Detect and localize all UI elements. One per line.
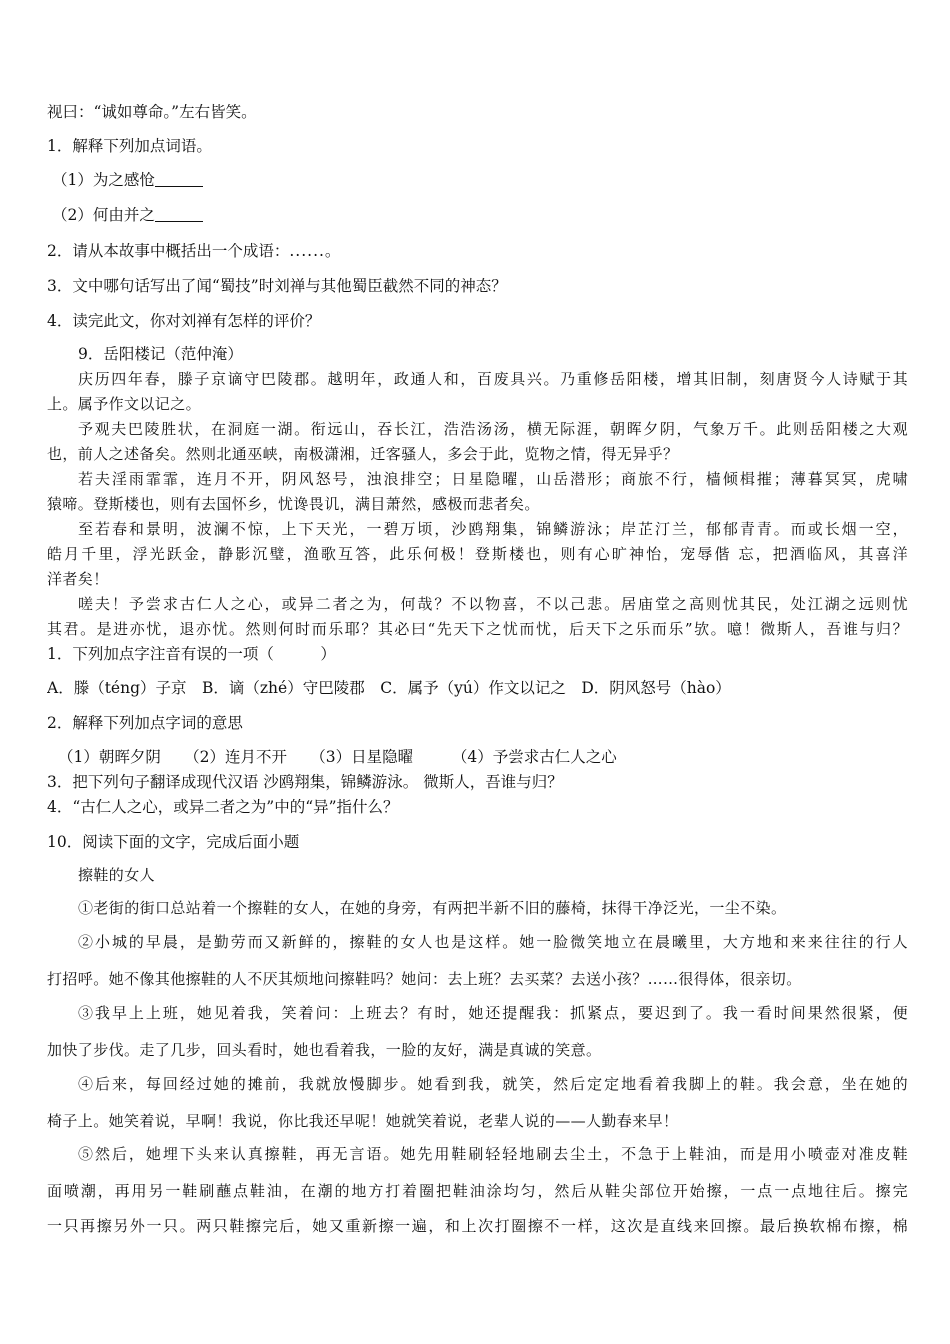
text-line: 洋者矣！ [47, 570, 109, 588]
question-line [47, 241, 908, 261]
section-title: 9．岳阳楼记（范仲淹） [78, 345, 243, 363]
question-line: 1．解释下列加点词语。 [47, 137, 212, 155]
sub-question-line: （1）朝晖夕阴 （2）连月不开 （3）日星隐曜 （4）予尝求古仁人之心 [58, 748, 617, 766]
question-line: 3．把下列句子翻译成现代汉语 沙鸥翔集，锦鳞游泳。 微斯人，吾谁与归？ [47, 773, 563, 791]
paragraph-line: 椅子上。她笑着说，早啊！我说，你比我还早呢！她就笑着说，老辈人说的——人勤春来早！ [47, 1112, 679, 1130]
sub-question-line [52, 170, 908, 190]
sub-question-text: （1）为之感怆 [52, 171, 155, 189]
question-line: 1．下列加点字注音有误的一项（ ） [47, 645, 336, 663]
text-line: 庆历四年春，滕子京谪守巴陵郡。越明年，政通人和，百废具兴。乃重修岳阳楼，增其旧制，刻唐贤今人诗赋于其 [78, 370, 908, 388]
text-line: 若夫淫雨霏霏，连月不开，阴风怒号，浊浪排空；日星隐曜，山岳潜形；商旅不行，樯倾楫摧；薄暮冥冥，虎啸 [78, 470, 908, 488]
paragraph-line: ①老街的街口总站着一个擦鞋的女人，在她的身旁，有两把半新不旧的藤椅，抹得干净泛光，一尘不染。 [78, 899, 787, 917]
paragraph-line: ②小城的早晨，是勤劳而又新鲜的，擦鞋的女人也是这样。她一脸微笑地立在晨曦里，大方地和来来往往的行人 [78, 933, 908, 951]
text-line: 也，前人之述备矣。然则北通巫峡，南极潇湘，迁客骚人，多会于此，览物之情，得无异乎？ [47, 445, 679, 463]
text-line: 嗟夫！予尝求古仁人之心，或异二者之为，何哉？不以物喜，不以己悲。居庙堂之高则忧其民，处江湖之远则忧 [78, 595, 908, 613]
paragraph-line: ⑤然后，她埋下头来认真擦鞋，再无言语。她先用鞋刷轻轻地刷去尘土，不急于上鞋油，而是用小喷壶对准皮鞋 [78, 1145, 908, 1163]
paragraph-line: 面喷潮，再用另一鞋刷蘸点鞋油，在潮的地方打着圈把鞋油涂均匀，然后从鞋尖部位开始擦，一点一点地往后。擦完 [47, 1182, 908, 1200]
question-line: 3．文中哪句话写出了闻“蜀技”时刘禅与其他蜀臣截然不同的神态？ [47, 277, 507, 295]
answer-blank[interactable] [155, 172, 203, 187]
text-line: 皓月千里，浮光跃金，静影沉璧，渔歌互答，此乐何极！登斯楼也，则有心旷神怡，宠辱偕 忘，把酒临风，其喜洋 [47, 545, 908, 563]
sub-question-line [52, 205, 908, 225]
question-text: 2．请从本故事中概括出一个成语： [47, 242, 290, 260]
question-line: 2．解释下列加点字词的意思 [47, 714, 243, 732]
options-line: A．滕（téng）子京 B．谪（zhé）守巴陵郡 C．属予（yú）作文以记之 D．阴风怒号（hào） [47, 679, 731, 697]
text-line: 猿啼。登斯楼也，则有去国怀乡，忧谗畏讥，满目萧然，感极而悲者矣。 [47, 495, 540, 513]
text-line: 予观夫巴陵胜状，在洞庭一湖。衔远山，吞长江，浩浩汤汤，横无际涯，朝晖夕阴，气象万千。此则岳阳楼之大观 [78, 420, 908, 438]
question-line: 4．读完此文，你对刘禅有怎样的评价？ [47, 312, 321, 330]
text-line: 其君。是进亦忧，退亦忧。然则何时而乐耶？其必曰“先天下之忧而忧，后天下之乐而乐”欤。噫！微斯人，吾谁与归？ [47, 620, 908, 638]
paragraph-line: 一只再擦另外一只。两只鞋擦完后，她又重新擦一遍，和上次打圈擦不一样，这次是直线来回擦。最后换软棉布擦，棉 [47, 1217, 908, 1235]
question-line: 4．“古仁人之心，或异二者之为”中的“异”指什么？ [47, 798, 399, 816]
text-line: 至若春和景明，波澜不惊，上下天光，一碧万顷，沙鸥翔集，锦鳞游泳；岸芷汀兰，郁郁青青。而或长烟一空， [78, 520, 908, 538]
text-line: 视曰：“诚如尊命。”左右皆笑。 [47, 103, 257, 121]
question-line: 10．阅读下面的文字，完成后面小题 [47, 833, 300, 851]
sub-question-text: （2）何由并之 [52, 206, 155, 224]
answer-blank[interactable] [155, 207, 203, 222]
paragraph-line: 打招呼。她不像其他擦鞋的人不厌其烦地问擦鞋吗？她问：去上班？去买菜？去送小孩？……很得体，很亲切。 [47, 970, 802, 988]
paragraph-line: ③我早上上班，她见着我，笑着问：上班去？有时，她还提醒我：抓紧点，要迟到了。我一看时间果然很紧，便 [78, 1004, 908, 1022]
paragraph-line: ④后来，每回经过她的摊前，我就放慢脚步。她看到我，就笑，然后定定地看着我脚上的鞋。我会意，坐在她的 [78, 1075, 908, 1093]
paragraph-line: 加快了步伐。走了几步，回头看时，她也看着我，一脸的友好，满是真诚的笑意。 [47, 1041, 602, 1059]
text-line: 上。属予作文以记之。 [47, 395, 202, 413]
answer-dots: ......。 [289, 242, 342, 260]
article-title: 擦鞋的女人 [78, 866, 156, 884]
